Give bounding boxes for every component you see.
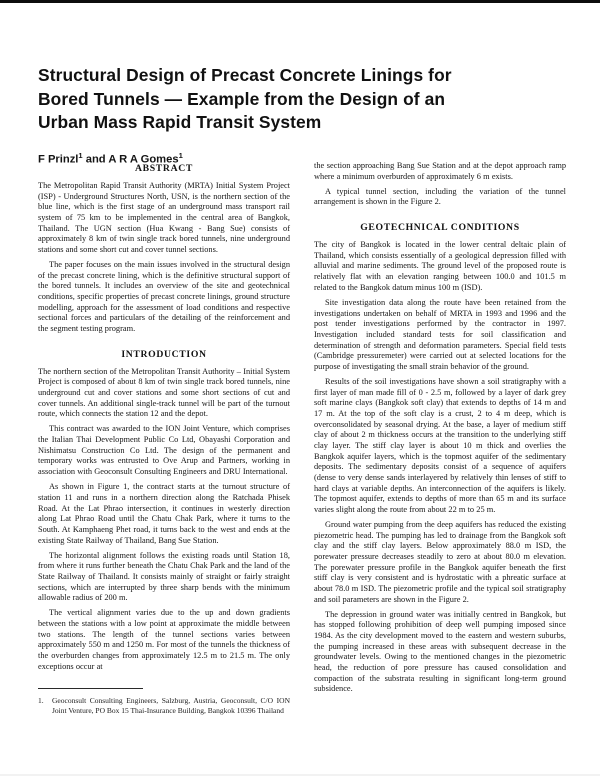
introduction-paragraph-5: The vertical alignment varies due to the up and down gradients between the stations with a low point at approximate the middle between two stations. The length of the tunnel sections varies between approximately 550 m and 1250 m. For most of the tunnels the thickness of the overburden changes from approximately 12.5 m to 21.5 m. The only exceptions occur at [38,608,290,671]
introduction-paragraph-1: The northern section of the Metropolitan Transit Authority – Initial System Project is composed of about 8 km of twin single track bored tunnels, nine underground cut and cover stations and some short sections of cut and cover tunnels. An additional single-track tunnel will be part of the turnout route, which connects the station 12 and the depot. [38,366,290,419]
body-columns [38,161,566,761]
geotechnical-paragraph-4: Ground water pumping from the deep aquifers has reduced the existing piezometric head. The pumping has led to drainage from the Bangkok soft clay and the stiff clay layers. Below approximately 88.0 m ISD, the porewater pressure decreases steadily to zero at about 80.0 m elevation. The porewater pressure profile in the Bangkok aquifer beneath the first stiff clay is very consistent and is hydrostatic with a phreatic surface at about 78.0 m ISD. The piezometric profile and the typical soil stratigraphy and soil parameters are shown in the Figure 2. [314,520,566,604]
title-line-3: Urban Mass Rapid Transit System [38,112,322,132]
right-continuation-paragraph-1: the section approaching Bang Sue Station and at the depot approach ramp where a minimum overburden of approximately 6 m exists. [314,161,566,181]
abstract-paragraph-1: The Metropolitan Rapid Transit Authority (MRTA) Initial System Project (ISP) - Underground Structures North, USN, is the northern section of the blue line, which is the first stage of an underground mass transport rail system of 75 km to be implemented in the central area of Bangkok, Thailand. The UGN section (Hua Kwang - Bang Sue) consists of approximately 8 km of twin single track bored tunnels, nine underground stations and some short cut and cover tunnel sections. [38,181,290,254]
author-one-footnote-marker: 1 [78,150,83,160]
author-conjunction: and A R A Gomes [82,153,179,166]
right-column [314,161,566,761]
title-line-1: Structural Design of Precast Concrete Linings for [38,65,452,85]
page-content [38,0,566,776]
footnote-number: 1. [38,696,44,705]
right-continuation-paragraph-2: A typical tunnel section, including the variation of the tunnel arrangement is shown in the Figure 2. [314,186,566,207]
introduction-paragraph-2: This contract was awarded to the ION Joint Venture, which comprises the Italian Thai Development Public Co Ltd, Obayashi Corporation and Nishimatsu Construction Co Ltd. The design of the permanent and temporary works was entrusted to Ove Arup and Partners, working in association with Geoconsult Consulting Engineers and DRU International. [38,424,290,477]
abstract-paragraph-2: The paper focuses on the main issues involved in the structural design of the precast concrete lining, which is the definitive structural support of the bored tunnels. It includes an overview of the site and geotechnical conditions, specific properties of precast concrete linings, ground structure modelling, approach for the assessment of load conditions and respective sectional forces and particulars of the detailing of the reinforcement and the segment testing program. [38,260,290,334]
title-block [38,64,538,166]
introduction-paragraph-4: The horizontal alignment follows the existing roads until Station 18, from where it runs further beneath the Chatu Chak Park and the land of the State Railway of Thailand. It consists mainly of straight or fairly straight sections, which are interrupted by three sharp bends with the minimum allowable radius of 200 m. [38,550,290,603]
geotechnical-paragraph-1: The city of Bangkok is located in the lower central deltaic plain of Thailand, which consists essentially of a geological depression filled with alluvial and marine sediments. The ground level of the proposed route is relatively flat with an elevation ranging between 100.0 and 101.5 m related to the Bangkok datum minus 100 m (ISD). [314,240,566,292]
geotechnical-paragraph-5: The depression in ground water was initially centred in Bangkok, but has stopped following prohibition of deep well pumping imposed since 1984. As the city development moved to the eastern and western suburbs, the pumping increased in these areas with subsequent decrease in the groundwater levels. Owing to the mentioned changes in the piezometric head, the reduction of pore pressure has caused consolidation and compaction of the substrata resulting in significant long-term ground subsidence. [314,609,566,694]
title-line-2: Bored Tunnels — Example from the Design of an [38,88,446,109]
footnote-text: Geoconsult Consulting Engineers, Salzburg, Austria, Geoconsult, C/O ION Joint Venture, PO Box 15 Thai-Insurance Building, Bangkok 10396 Thailand [52,696,290,715]
footnote-separator-rule [38,688,143,689]
introduction-paragraph-3: As shown in Figure 1, the contract starts at the turnout structure of station 11 and runs in a northern direction along the Ratchada Phisek Road. At the Lat Phrao intersection, it continues in westerly direction along Lat Phrao Road until the Chatu Chak Park, where it turns to the South. At Kamphaeng Phet road, it turns back to the west and ends at the existing State Railway of Thailand, Bang Sue Station. [38,482,290,545]
author-one: F Prinzl [38,153,79,166]
section-heading-introduction: INTRODUCTION [121,348,207,360]
footnote-affiliation [38,696,290,715]
footnote-area [38,688,290,715]
geotechnical-paragraph-3: Results of the soil investigations have shown a soil stratigraphy with a first layer of man made fill of 0 - 2.5 m, followed by a layer of dark grey soft marine clays (Bangkok soft clay) that extends to depths of 14 m and 17 m. At the top of the soft clay is a crust, 2 to 4 m deep, which is overconsolidated by seasonal drying. At the base, a layer of medium stiff clay of about 2 m thickness occurs at the transition to the underlying stiff clay layer. The stiff clay layer is about 10 m thick and overlies the Bangkok aquifer layers, which is the topmost aquifer of the sedimentary deposits. The sedimentary deposits consist of a sequence of aquifers (dense to very dense sands interlayered by relatively thin lenses of stiff to hard clays at variable depths. An interconnection of the aquifers is likely. The topmost aquifer, extends to depths of more than 65 m and its surface varies slight along the route from about 22 m to 25 m. [314,377,566,514]
author-two-footnote-marker: 1 [178,150,183,160]
geotechnical-paragraph-2: Site investigation data along the route have been retained from the investigations undertaken on behalf of MRTA in 1993 and 1996 and the post tender investigations performed by the contractor in 1997. Investigation included standard tests for soil classification and determination of strength and deformation parameters. Special field tests (Cambridge pressuremeter) were carried out at selected locations for the purpose of investigating the small strain behavior of the ground. [314,297,566,371]
section-heading-abstract: ABSTRACT [135,163,193,174]
left-column [38,161,290,761]
section-heading-geotechnical-conditions: GEOTECHNICAL CONDITIONS [360,222,520,234]
page-title [38,64,538,135]
